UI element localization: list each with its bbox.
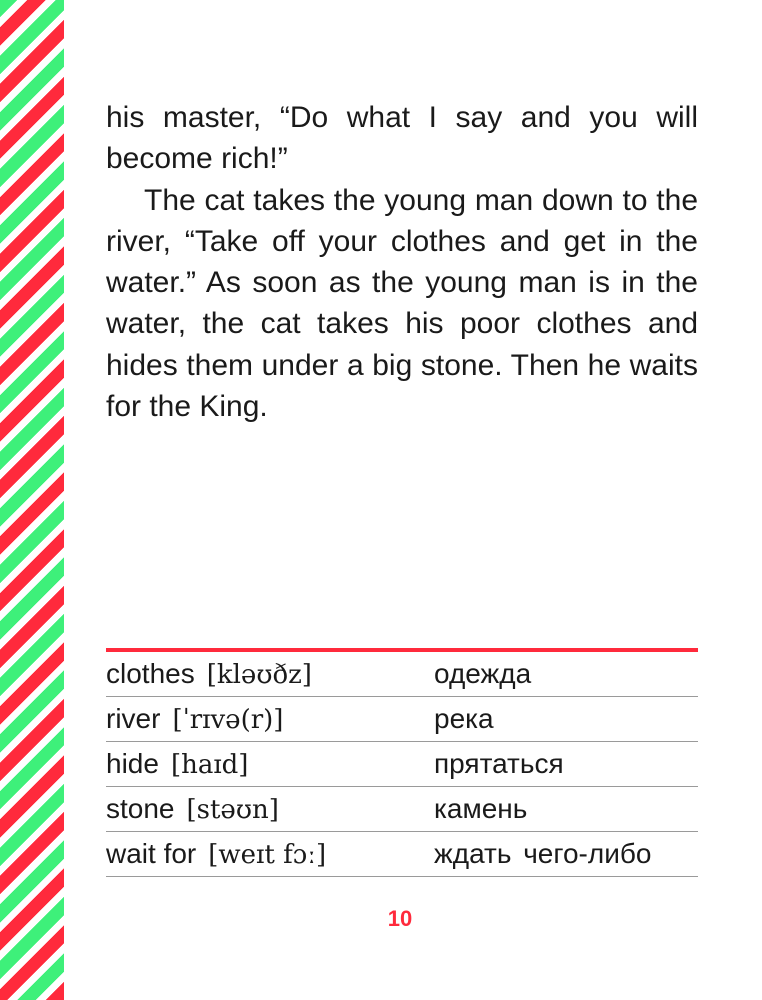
- vocabulary-word: stone: [106, 793, 175, 824]
- vocabulary-transcription: [kləʊðz]: [206, 660, 312, 690]
- vocabulary-english: [106, 793, 434, 825]
- vocabulary-row: [106, 787, 698, 832]
- vocabulary-table: [106, 648, 698, 877]
- striped-border-decoration: [0, 0, 64, 1000]
- vocabulary-english: [106, 703, 434, 735]
- vocabulary-row: [106, 697, 698, 742]
- vocabulary-english: [106, 658, 434, 690]
- vocabulary-row: [106, 652, 698, 697]
- vocabulary-word: hide: [106, 748, 159, 779]
- story-paragraph: The cat takes the young man down to the river, “Take off your clothes and get in the water.” As soon as the young man is in the water, the cat takes his poor clothes and hides them under a big stone. Then he waits for the King.: [106, 183, 698, 424]
- vocabulary-translation: прятаться: [434, 748, 564, 779]
- vocabulary-transcription: [weɪt fɔː]: [208, 840, 327, 870]
- vocabulary-word: clothes: [106, 658, 195, 689]
- vocabulary-row: [106, 832, 698, 877]
- vocabulary-translation: камень: [434, 793, 528, 824]
- story-paragraph: his master, “Do what I say and you will become rich!”: [106, 101, 698, 176]
- page-number: 10: [387, 906, 413, 931]
- vocabulary-translation: ждать чего-либо: [434, 838, 652, 869]
- vocabulary-transcription: [haɪd]: [170, 750, 249, 780]
- vocabulary-transcription: [stəʊn]: [186, 795, 279, 825]
- vocabulary-english: [106, 748, 434, 780]
- vocabulary-word: river: [106, 703, 161, 734]
- story-text: [106, 97, 698, 427]
- vocabulary-translation: одежда: [434, 658, 532, 689]
- vocabulary-transcription: [ˈrɪvə(r)]: [172, 705, 284, 735]
- vocabulary-translation: река: [434, 703, 494, 734]
- vocabulary-english: [106, 838, 434, 870]
- vocabulary-row: [106, 742, 698, 787]
- vocabulary-word: wait for: [106, 838, 197, 869]
